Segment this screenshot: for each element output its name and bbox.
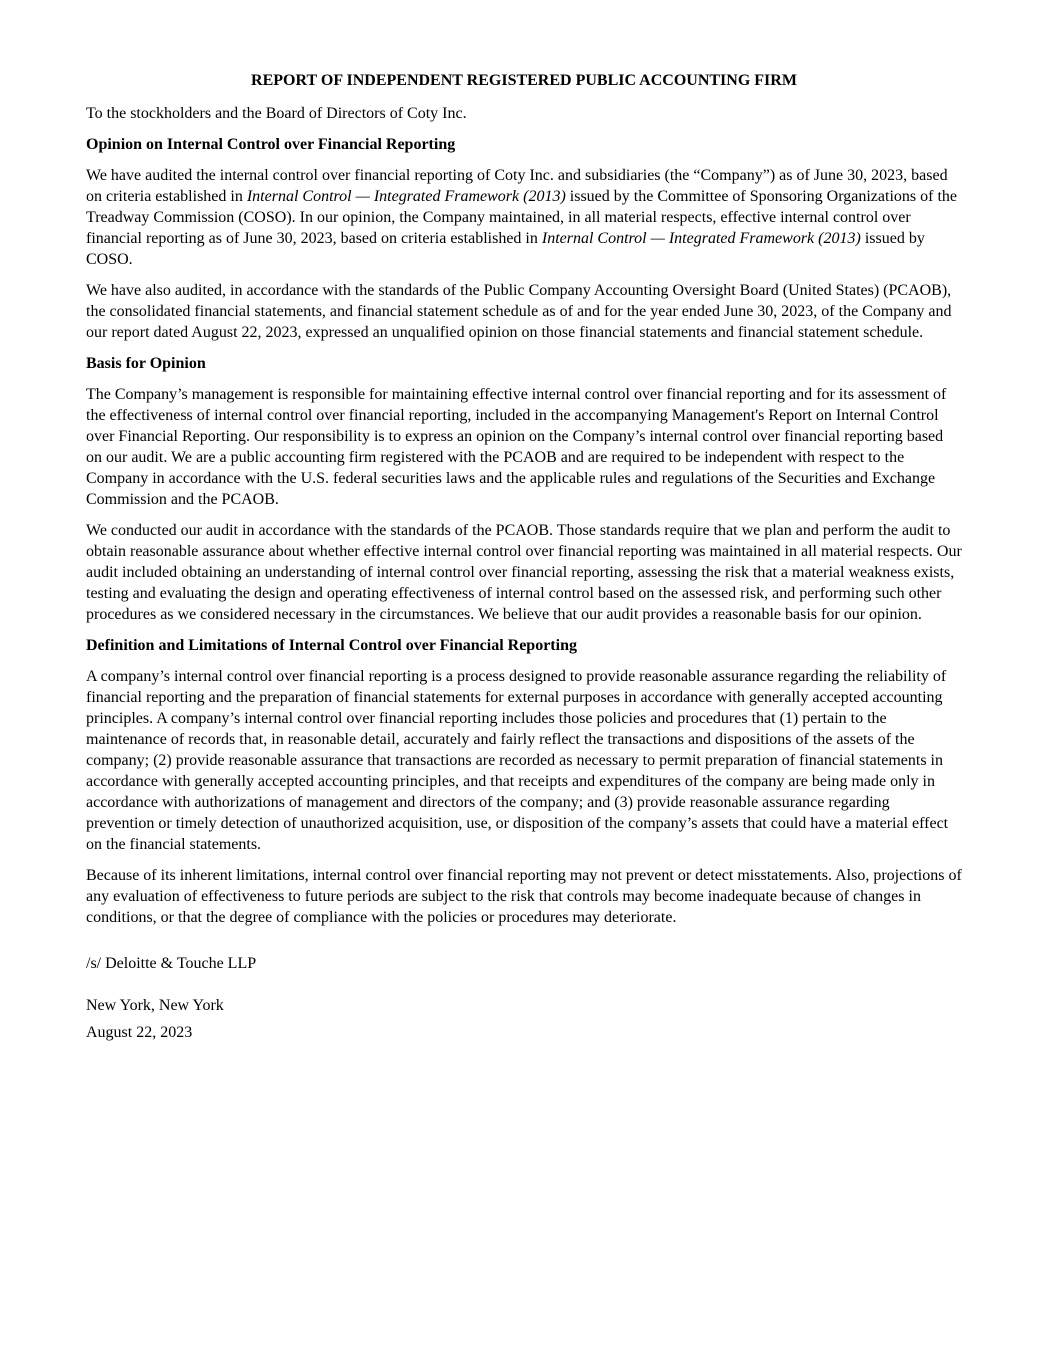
paragraph-management-responsibility: The Company’s management is responsible for maintaining effective internal control over financial reporting and for its assessment of the effectiveness of internal control over financial reporting, included in the accompanying Management's Report on Internal Control over Financial Reporting. Our responsibility is to express an opinion on the Company’s internal control over financial reporting based on our audit. We are a public accounting firm registered with the PCAOB and are required to be independent with respect to the Company in accordance with the U.S. federal securities laws and the applicable rules and regulations of the Securities and Exchange Commission and the PCAOB. xyxy=(86,386,947,508)
heading-definition-and-limitations: Definition and Limitations of Internal Control over Financial Reporting xyxy=(86,637,577,654)
paragraph-definition: A company’s internal control over financial reporting is a process designed to provide reasonable assurance regarding the reliability of financial reporting and the preparation of financial statements for external purposes in accordance with generally accepted accounting principles. A company’s internal control over financial reporting includes those policies and procedures that (1) pertain to the maintenance of records that, in reasonable detail, accurately and fairly reflect the transactions and dispositions of the assets of the company; (2) provide reasonable assurance that transactions are recorded as necessary to permit preparation of financial statements in accordance with generally accepted accounting principles, and that receipts and expenditures of the company are being made only in accordance with authorizations of management and directors of the company; and (3) provide reasonable assurance regarding prevention or timely detection of unauthorized acquisition, use, or disposition of the company’s assets that could have a material effect on the financial statements. xyxy=(86,668,949,853)
heading-opinion-on-internal-control: Opinion on Internal Control over Financial Reporting xyxy=(86,136,456,153)
signature-location: New York, New York xyxy=(86,997,224,1014)
paragraph-audit-opinion: We have audited the internal control over financial reporting of Coty Inc. and subsidiaries (the “Company”) as of June 30, 2023, based on criteria established in Internal Control — Integrated Framework (2013) issued by the Committee of Sponsoring Organizations of the Treadway Commission (COSO). In our opinion, the Company maintained, in all material respects, effective internal control over financial reporting as of June 30, 2023, based on criteria established in Internal Control — Integrated Framework (2013) issued by COSO. xyxy=(86,167,957,268)
report-title: REPORT OF INDEPENDENT REGISTERED PUBLIC ACCOUNTING FIRM xyxy=(251,72,797,89)
salutation: To the stockholders and the Board of Directors of Coty Inc. xyxy=(86,105,467,122)
heading-basis-for-opinion: Basis for Opinion xyxy=(86,355,206,372)
paragraph-inherent-limitations: Because of its inherent limitations, internal control over financial reporting may not prevent or detect misstatements. Also, projections of any evaluation of effectiveness to future periods are subject to the risk that controls may become inadequate because of changes in conditions, or that the degree of compliance with the policies or procedures may deteriorate. xyxy=(86,867,962,926)
signature-date: August 22, 2023 xyxy=(86,1024,193,1041)
signature-firm: /s/ Deloitte & Touche LLP xyxy=(86,955,257,972)
paragraph-also-audited: We have also audited, in accordance with the standards of the Public Company Accounting Oversight Board (United States) (PCAOB), the consolidated financial statements, and financial statement schedule as of and for the year ended June 30, 2023, of the Company and our report dated August 22, 2023, expressed an unqualified opinion on those financial statements and financial statement schedule. xyxy=(86,282,952,341)
paragraph-audit-standards: We conducted our audit in accordance with the standards of the PCAOB. Those standards require that we plan and perform the audit to obtain reasonable assurance about whether effective internal control over financial reporting was maintained in all material respects. Our audit included obtaining an understanding of internal control over financial reporting, assessing the risk that a material weakness exists, testing and evaluating the design and operating effectiveness of internal control based on the assessed risk, and performing such other procedures as we considered necessary in the circumstances. We believe that our audit provides a reasonable basis for our opinion. xyxy=(86,522,962,623)
